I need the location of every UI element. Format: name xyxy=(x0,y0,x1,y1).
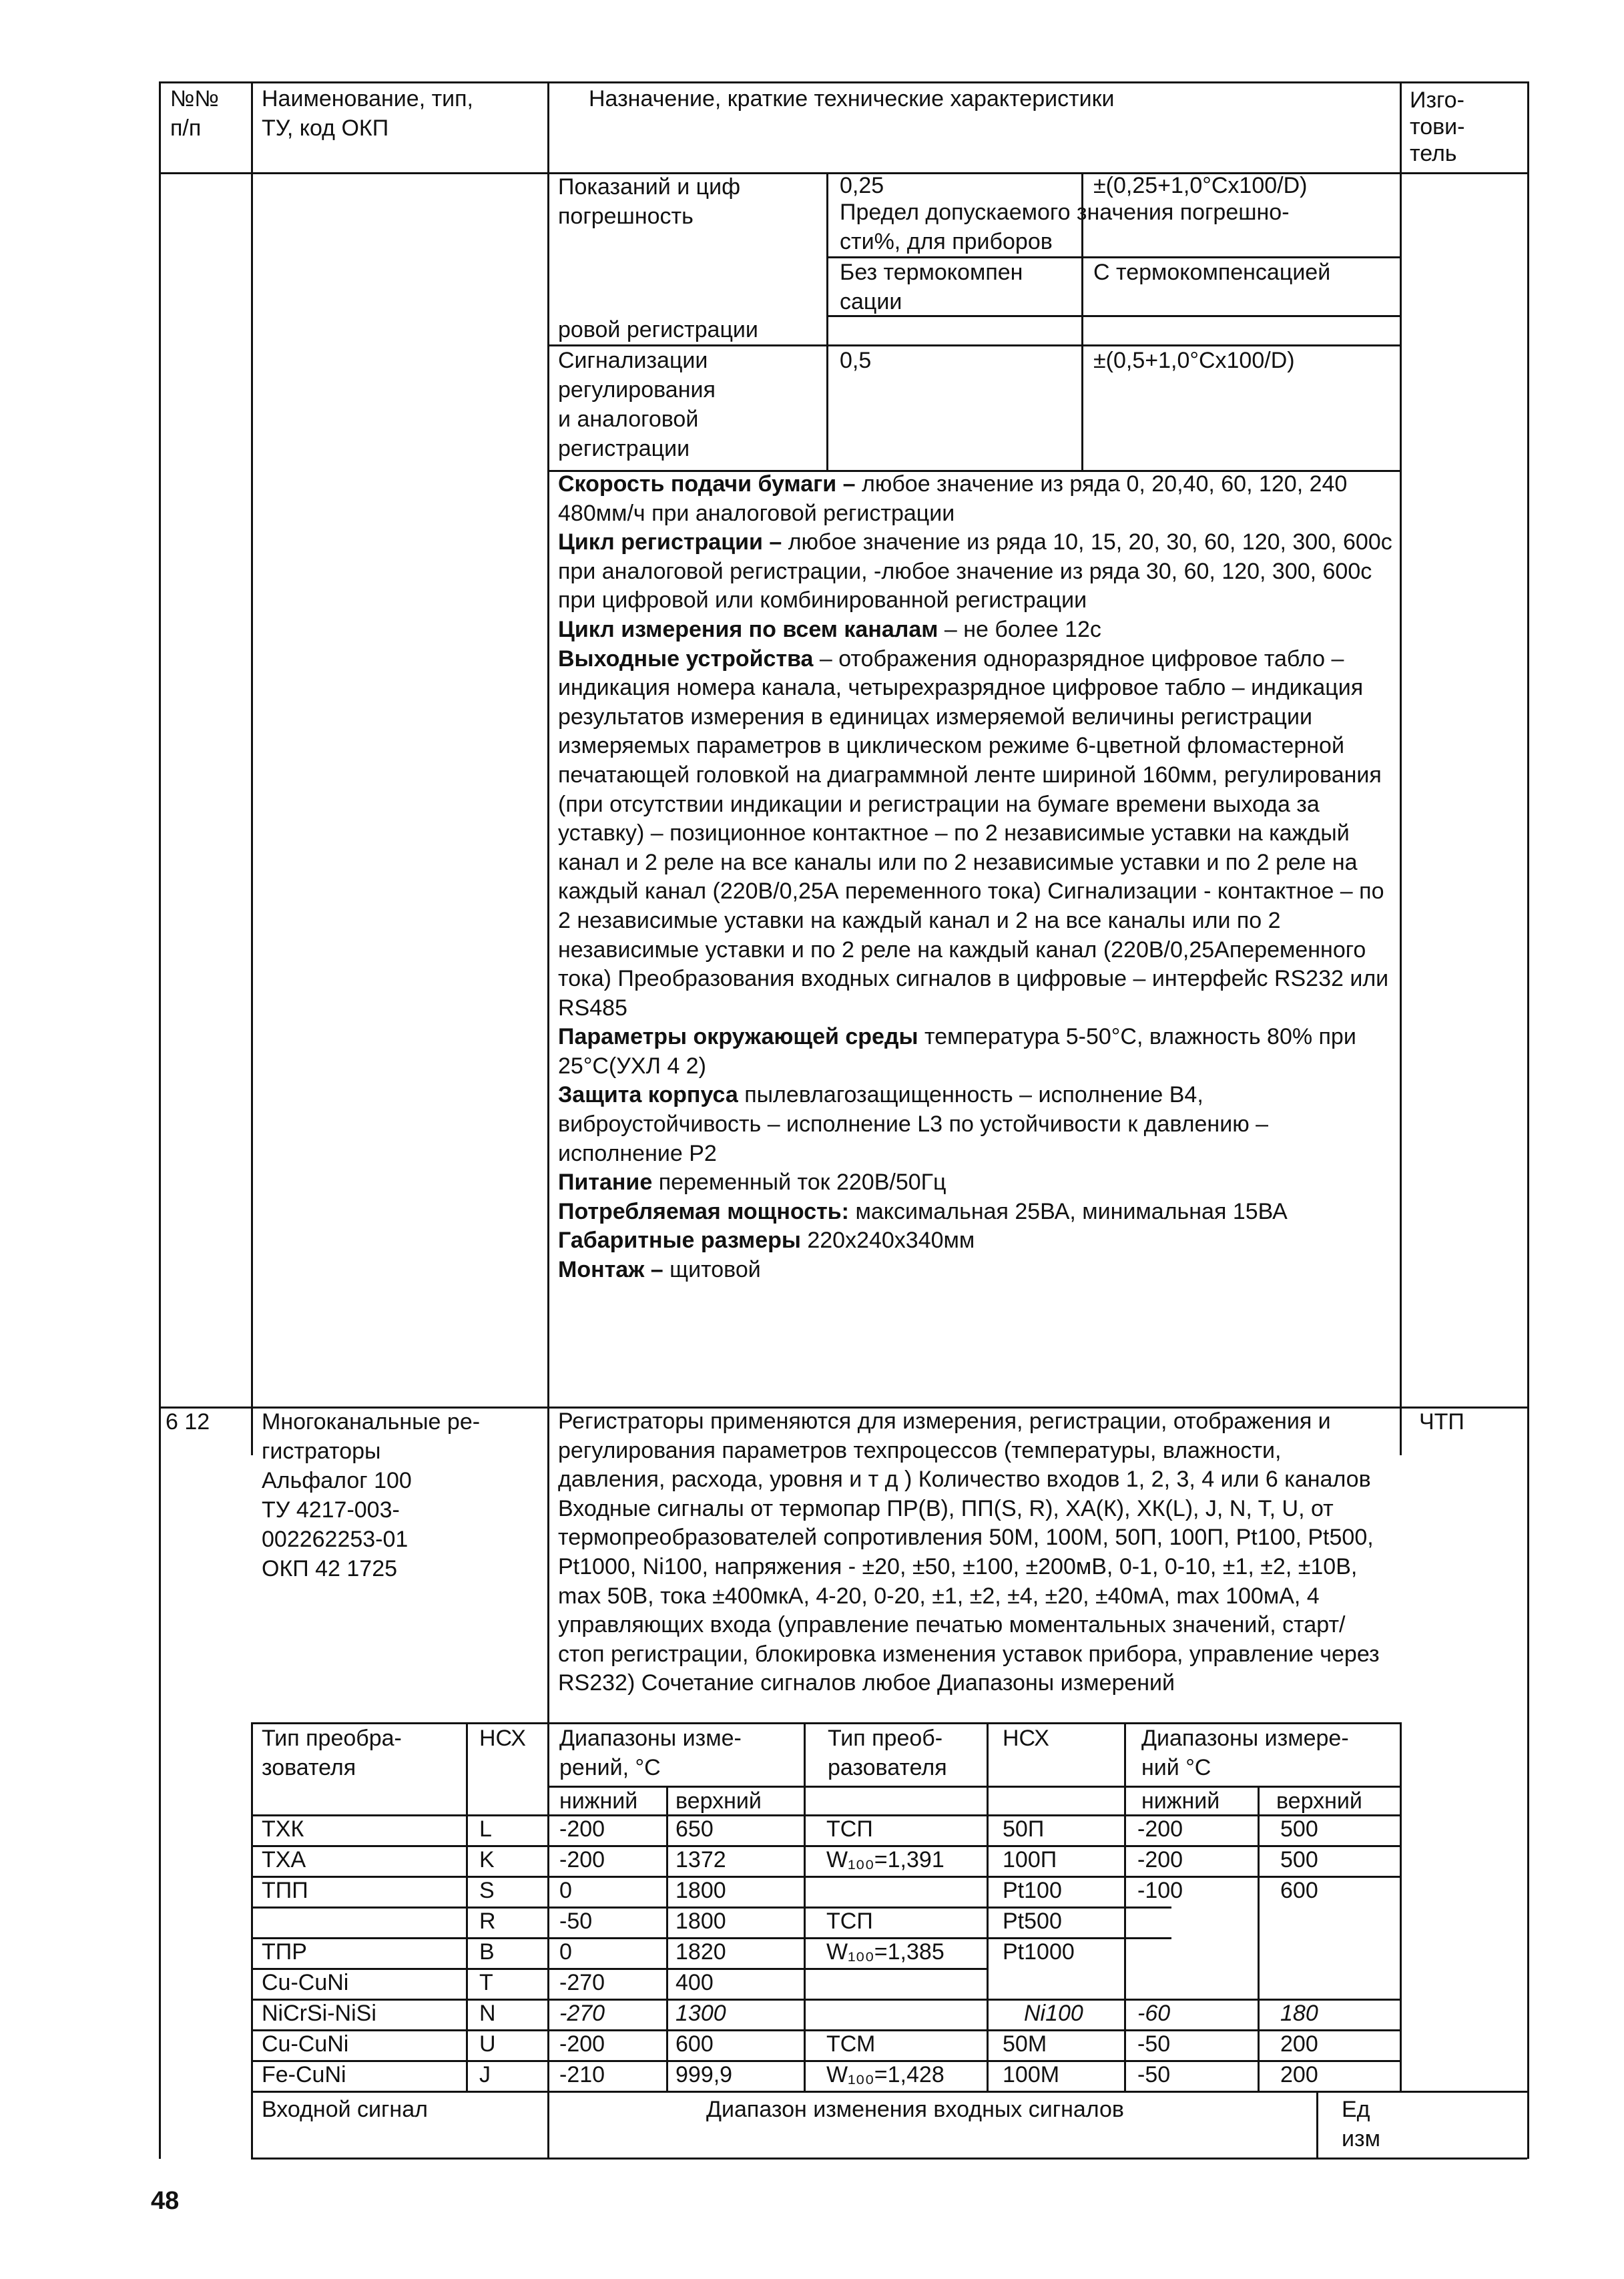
tc-row-low: -210 xyxy=(559,2062,605,2087)
rt-tsp-type: ТСП xyxy=(826,1816,873,1842)
rt-low: -50 xyxy=(1137,2062,1171,2087)
tc-row-high: 1372 xyxy=(675,1847,726,1872)
rt-high: 180 xyxy=(1280,2001,1318,2026)
tc-row-type: ТПП xyxy=(262,1878,308,1903)
tc-row-low: -200 xyxy=(559,1847,605,1872)
tc-row-nsh: T xyxy=(479,1970,493,1995)
rt-low: -100 xyxy=(1137,1878,1183,1903)
rt-tsp-w100: W₁₀₀=1,391 xyxy=(826,1847,944,1872)
tc-row-nsh: J xyxy=(479,2062,491,2087)
spec-output-devices: Выходные устройства – отображения одноразрядное цифровое табло – индикация номера канала, четырехразрядное цифровое табло – индикация результатов измерения в единицах измеряемой величины регистрации измеряемых параметров в циклическом режиме 6-цветной фломастерной печатающей головкой на диаграммной ленте шириной 160мм, регулирования (при отсутствии индикации и регистрации на бумаге времени выхода за уставку) – позиционное контактное – по 2 независимые уставки на каждый канал и 2 реле на все каналы или по 2 независимые уставки и по 2 реле на каждый канал (220В/0,25А переменного тока) Сигнализации - контактное – по 2 независимые уставки на каждый канал и 2 на все каналы или по 2 независимые уставки и по 2 реле на каждый канал (220В/0,25Апеременного тока) Преобразования входных сигналов в цифровые – интерфейс RS232 или RS485 xyxy=(558,646,1389,1021)
rt-high: 600 xyxy=(1280,1878,1318,1903)
spec-measurement-cycle: Цикл измерения по всем каналам – не более 12с xyxy=(558,616,1101,642)
rt-tsp-type: ТСП xyxy=(826,1909,873,1934)
rt-header-lower2: нижний xyxy=(1141,1788,1220,1814)
rt-nsh: Ni100 xyxy=(1024,2001,1083,2026)
tc-row-low: -200 xyxy=(559,1816,605,1842)
rt-nsh: 50М xyxy=(1003,2031,1047,2057)
spec-housing-protection: Защита корпуса пылевлагозащищенность – исполнение В4, виброустойчивость – исполнение L3 по устойчивости к давлению –исполнение Р2 xyxy=(558,1082,1269,1166)
with-compensation-label: С термокомпенсацией xyxy=(1093,260,1331,285)
accuracy-label-indication: Показаний и циф погрешность xyxy=(558,174,741,229)
rt-header-upper: верхний xyxy=(675,1788,762,1814)
entry-description: Регистраторы применяются для измерения, регистрации, отображения и регулирования параметров техпроцессов (температуры, влажности, давления, расхода, уровня и т д ) Количество входов 1, 2, 3, 4 или 6 каналов Входные сигналы от термопар ПР(В), ПП(S, R), ХА(К), ХК(L), J, N, T, U, от термопреобразователей сопротивления 50М, 100М, 50П, 100П, Pt100, Pt500, Pt1000, Ni100, напряжения - ±20, ±50, ±100, ±200мВ, 0-1, 0-10, ±1, ±2, ±10В, max 50В, тока ±400мкА, 4-20, 0-20, ±1, ±2, ±4, ±20, ±40мА, max 100мА, 4 управляющих входа (управление печатью моментальных значений, старт/стоп регистрации, блокировка изменения уставок прибора, управление через RS232) Сочетание сигналов любое Диапазоны измерений xyxy=(558,1409,1380,1696)
accuracy-value-indication: 0,25 xyxy=(840,173,884,198)
rt-header-lower: нижний xyxy=(559,1788,638,1814)
rt-nsh: Pt100 xyxy=(1003,1878,1062,1903)
rt-nsh: 50П xyxy=(1003,1816,1045,1842)
accuracy-value-signaling: 0,5 xyxy=(840,348,872,373)
accuracy-note: Предел допускаемого значения погрешно- сти%, для приборов xyxy=(840,200,1290,254)
rt-header-nsh2: НСХ xyxy=(1003,1726,1049,1751)
rt-header-range2: Диапазоны измере- ний °С xyxy=(1141,1726,1349,1780)
rt-tsm-w100: W₁₀₀=1,428 xyxy=(826,2062,944,2087)
rt-header-nsh: НСХ xyxy=(479,1726,526,1751)
unit-label: Ед изм xyxy=(1342,2097,1380,2151)
rt-tsm-type: ТСМ xyxy=(826,2031,876,2057)
spec-power: Питание переменный ток 220В/50Гц xyxy=(558,1170,946,1196)
entry-manufacturer: ЧТП xyxy=(1419,1409,1464,1435)
tc-row-high: 1820 xyxy=(675,1939,726,1965)
tc-row-type: ТПР xyxy=(262,1939,307,1965)
tc-row-high: 1800 xyxy=(675,1878,726,1903)
tc-row-nsh: N xyxy=(479,2001,496,2026)
header-col-purpose: Назначение, краткие технические характеристики xyxy=(589,86,1115,111)
without-compensation-label: Без термокомпен сации xyxy=(840,260,1023,314)
spec-environment: Параметры окружающей среды температура 5-50°С, влажность 80% при 25°С(УХЛ 4 2) xyxy=(558,1024,1356,1079)
rt-low: -60 xyxy=(1137,2001,1171,2026)
tc-row-high: 1300 xyxy=(675,2001,726,2026)
accuracy-label-digital: ровой регистрации xyxy=(558,317,758,342)
tc-row-nsh: L xyxy=(479,1816,492,1842)
rt-high: 500 xyxy=(1280,1847,1318,1872)
tc-row-high: 999,9 xyxy=(675,2062,733,2087)
tc-row-low: 0 xyxy=(559,1939,572,1965)
tc-row-type: ТХА xyxy=(262,1847,306,1872)
spec-mounting: Монтаж – щитовой xyxy=(558,1257,761,1283)
tc-row-type: ТХК xyxy=(262,1816,304,1842)
tc-row-low: 0 xyxy=(559,1878,572,1903)
spec-consumption: Потребляемая мощность: максимальная 25ВА, минимальная 15ВА xyxy=(558,1198,1288,1224)
rt-nsh: 100М xyxy=(1003,2062,1060,2087)
tc-row-high: 400 xyxy=(675,1970,714,1995)
spec-paper-speed: Скорость подачи бумаги – любое значение из ряда 0, 20,40, 60, 120, 240 480мм/ч при аналоговой регистрации xyxy=(558,471,1348,526)
rt-low: -200 xyxy=(1137,1816,1183,1842)
accuracy-formula-signaling: ±(0,5+1,0°Cx100/D) xyxy=(1093,348,1295,373)
entry-number: 6 12 xyxy=(166,1409,210,1435)
input-signal-label: Входной сигнал xyxy=(262,2097,428,2122)
tc-row-high: 1800 xyxy=(675,1909,726,1934)
tc-row-type: Cu-CuNi xyxy=(262,2031,349,2057)
rt-high: 200 xyxy=(1280,2062,1318,2087)
rt-nsh: Pt500 xyxy=(1003,1909,1062,1934)
rt-header-range: Диапазоны изме- рений, °С xyxy=(559,1726,742,1780)
rt-high: 500 xyxy=(1280,1816,1318,1842)
rt-low: -50 xyxy=(1137,2031,1171,2057)
tc-row-low: -270 xyxy=(559,1970,605,1995)
tc-row-nsh: B xyxy=(479,1939,495,1965)
accuracy-formula-indication: ±(0,25+1,0°Cx100/D) xyxy=(1093,173,1308,198)
tc-row-nsh: U xyxy=(479,2031,496,2057)
tc-row-type: NiCrSi-NiSi xyxy=(262,2001,376,2026)
rt-header-type: Тип преобра- зователя xyxy=(262,1726,402,1780)
tc-row-type: Fe-CuNi xyxy=(262,2062,346,2087)
page-number: 48 xyxy=(151,2187,180,2215)
rt-nsh: 100П xyxy=(1003,1847,1057,1872)
entry-name: Многоканальные ре- гистраторы Альфалог 100 ТУ 4217-003- 002262253-01 ОКП 42 1725 xyxy=(262,1409,481,1581)
rt-high: 200 xyxy=(1280,2031,1318,2057)
header-col-number: №№ п/п xyxy=(170,86,219,141)
rt-tsp-w100: W₁₀₀=1,385 xyxy=(826,1939,944,1965)
tc-row-high: 600 xyxy=(675,2031,714,2057)
tc-row-low: -270 xyxy=(559,2001,605,2026)
header-col-name: Наименование, тип, ТУ, код ОКП xyxy=(262,86,474,141)
header-col-manufacturer: Изго- тови- тель xyxy=(1410,87,1465,166)
tc-row-nsh: K xyxy=(479,1847,495,1872)
rt-nsh: Pt1000 xyxy=(1003,1939,1075,1965)
tc-row-low: -200 xyxy=(559,2031,605,2057)
tc-row-high: 650 xyxy=(675,1816,714,1842)
spec-dimensions: Габаритные размеры 220х240х340мм xyxy=(558,1228,975,1254)
accuracy-label-signaling: Сигнализации регулирования и аналоговой регистрации xyxy=(558,348,716,461)
tc-row-nsh: S xyxy=(479,1878,495,1903)
rt-header-upper2: верхний xyxy=(1276,1788,1362,1814)
rt-header-type2: Тип преоб- разователя xyxy=(828,1726,947,1780)
tc-row-nsh: R xyxy=(479,1909,496,1934)
rt-low: -200 xyxy=(1137,1847,1183,1872)
tc-row-type: Cu-CuNi xyxy=(262,1970,349,1995)
spec-registration-cycle: Цикл регистрации – любое значение из ряда 10, 15, 20, 30, 60, 120, 300, 600с при аналоговой регистрации, -любое значение из ряда 30, 60, 120, 300, 600с при цифровой или комбинированной регистрации xyxy=(558,529,1392,613)
specs-block xyxy=(558,470,1392,1285)
tc-row-low: -50 xyxy=(559,1909,593,1934)
range-change-label: Диапазон изменения входных сигналов xyxy=(706,2097,1124,2122)
